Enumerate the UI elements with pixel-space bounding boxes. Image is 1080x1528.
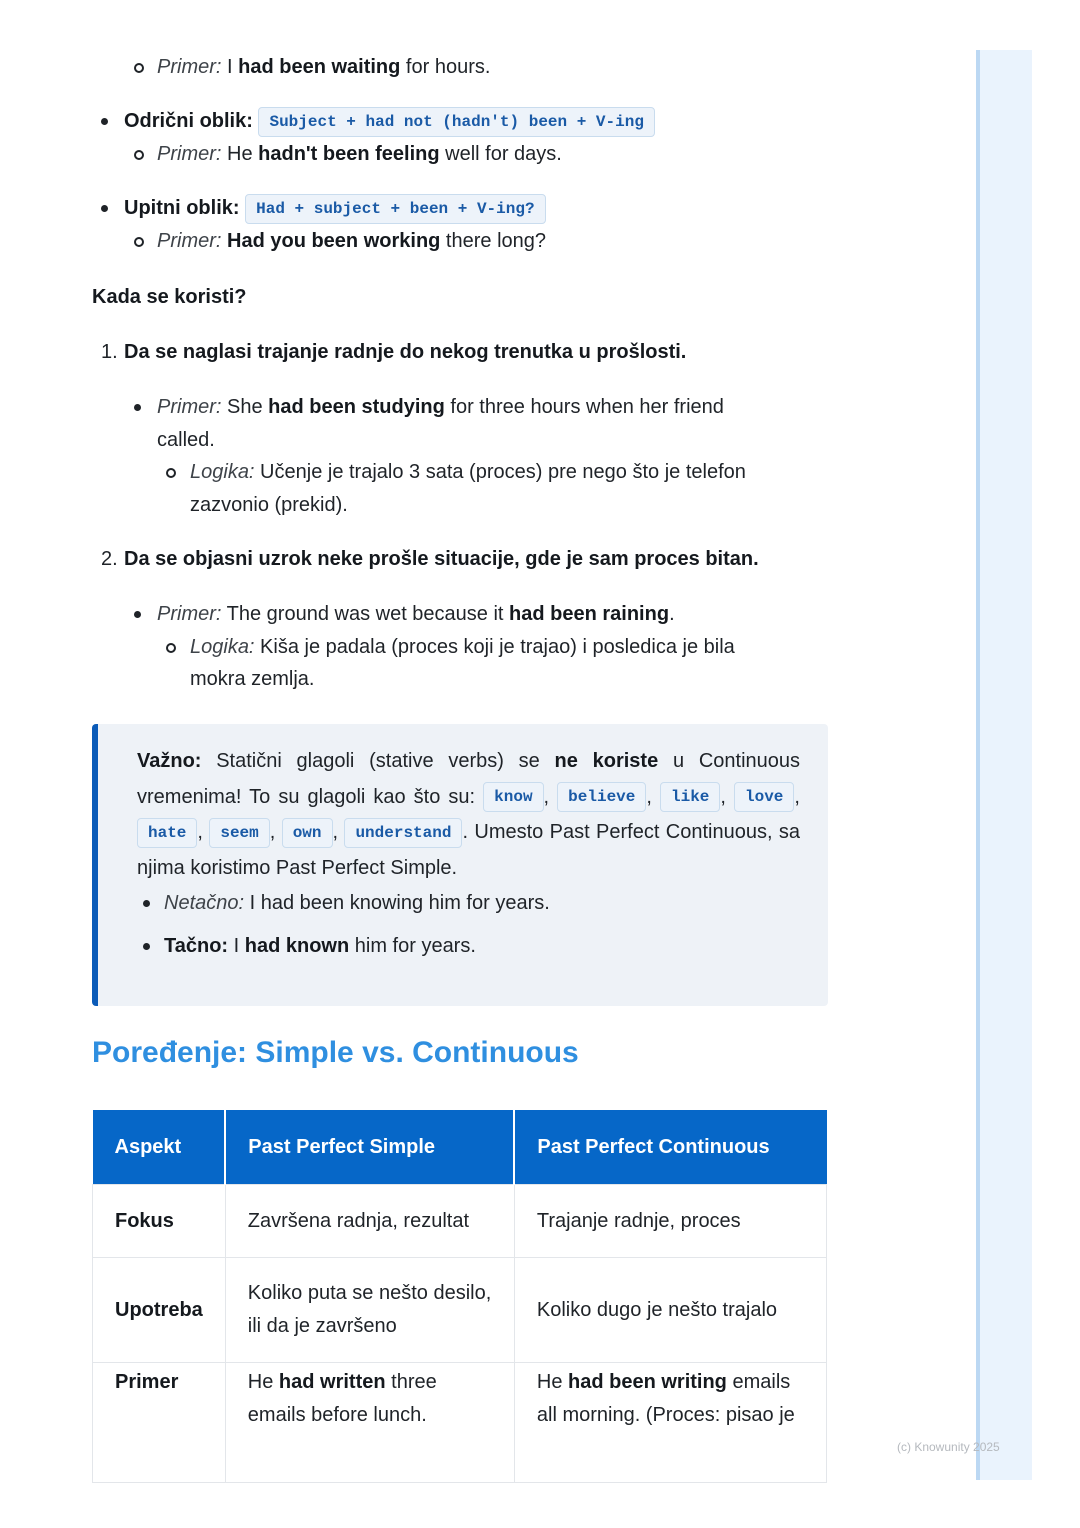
sub-bullet-icon: [166, 468, 176, 478]
column-header: Past Perfect Simple: [225, 1110, 514, 1185]
logic-line: Logika: Kiša je padala (proces koji je trajao) i posledica je bila: [190, 636, 735, 658]
comparison-table: [92, 1110, 827, 1483]
table-header-row: [93, 1110, 827, 1185]
table-row: [93, 1185, 827, 1258]
table-row: [93, 1258, 827, 1363]
logic-line: Logika: Učenje je trajalo 3 sata (proces) pre nego što je telefon: [190, 461, 746, 483]
table-cell: He had written three emails before lunch.: [225, 1363, 514, 1483]
table-cell: Završena radnja, rezultat: [225, 1185, 514, 1258]
page-sidebar-decoration: [976, 50, 1032, 1480]
verb-code: love: [734, 782, 794, 812]
usage-heading: Kada se koristi?: [92, 286, 247, 308]
verb-code: hate: [137, 818, 197, 848]
bullet-icon: [101, 118, 108, 125]
verb-code: like: [660, 782, 720, 812]
bullet-icon: [134, 404, 141, 411]
question-form-line: Upitni oblik: Had + subject + been + V-ing?: [124, 192, 546, 224]
sub-bullet-icon: [134, 63, 144, 73]
right-example: Tačno: I had known him for years.: [164, 935, 476, 957]
table-row: [93, 1363, 827, 1483]
example-line-continued: called.: [157, 429, 215, 451]
callout-paragraph: Važno: Statični glagoli (stative verbs) se ne koriste u Continuous vremenima! To su glagoli kao što su: know , believe , like , love , hate , seem , own , understand . Umesto Past Perfect Continuous, sa njima koristimo Past Perfect Simple.: [137, 750, 801, 879]
negative-form-line: Odrični oblik: Subject + had not (hadn't) been + V-ing: [124, 105, 655, 137]
table-cell: Trajanje radnje, proces: [514, 1185, 826, 1258]
sub-bullet-icon: [166, 643, 176, 653]
example-line: Primer: He hadn't been feeling well for days.: [157, 143, 562, 165]
logic-line-continued: mokra zemlja.: [190, 668, 315, 690]
list-number: 1.: [101, 341, 118, 363]
section-title: Poređenje: Simple vs. Continuous: [92, 1036, 579, 1069]
example-line: Primer: I had been waiting for hours.: [157, 56, 491, 78]
logic-line-continued: zazvonio (prekid).: [190, 494, 348, 516]
wrong-example: Netačno: I had been knowing him for years.: [164, 892, 550, 914]
example-line: Primer: Had you been working there long?: [157, 230, 547, 252]
important-callout: [92, 724, 828, 1006]
bullet-icon: [134, 611, 141, 618]
formula-code: Had + subject + been + V-ing?: [245, 194, 545, 224]
verb-code: understand: [344, 818, 462, 848]
table-cell: Fokus: [93, 1185, 226, 1258]
copyright-footer: (c) Knowunity 2025: [897, 1440, 1000, 1454]
column-header: Past Perfect Continuous: [514, 1110, 826, 1185]
table-cell: Koliko dugo je nešto trajalo: [514, 1258, 826, 1363]
list-number: 2.: [101, 548, 118, 570]
formula-code: Subject + had not (hadn't) been + V-ing: [258, 107, 654, 137]
table-cell: Koliko puta se nešto desilo, ili da je završeno: [225, 1258, 514, 1363]
verb-code: own: [282, 818, 333, 848]
verb-code: seem: [209, 818, 269, 848]
example-line: Primer: The ground was wet because it had been raining.: [157, 603, 675, 625]
verb-code: believe: [557, 782, 646, 812]
table-cell: Upotreba: [93, 1258, 226, 1363]
bullet-icon: [143, 900, 150, 907]
usage-item-title: Da se objasni uzrok neke prošle situacije, gde je sam proces bitan.: [124, 548, 759, 570]
verb-code: know: [483, 782, 543, 812]
table-cell: He had been writing emails all morning. (Proces: pisao je: [514, 1363, 826, 1483]
usage-item-title: Da se naglasi trajanje radnje do nekog trenutka u prošlosti.: [124, 341, 687, 363]
table-cell: Primer: [93, 1363, 226, 1483]
bullet-icon: [101, 205, 108, 212]
bullet-icon: [143, 943, 150, 950]
column-header: Aspekt: [93, 1110, 226, 1185]
sub-bullet-icon: [134, 150, 144, 160]
sub-bullet-icon: [134, 237, 144, 247]
example-line: Primer: She had been studying for three hours when her friend: [157, 396, 724, 418]
